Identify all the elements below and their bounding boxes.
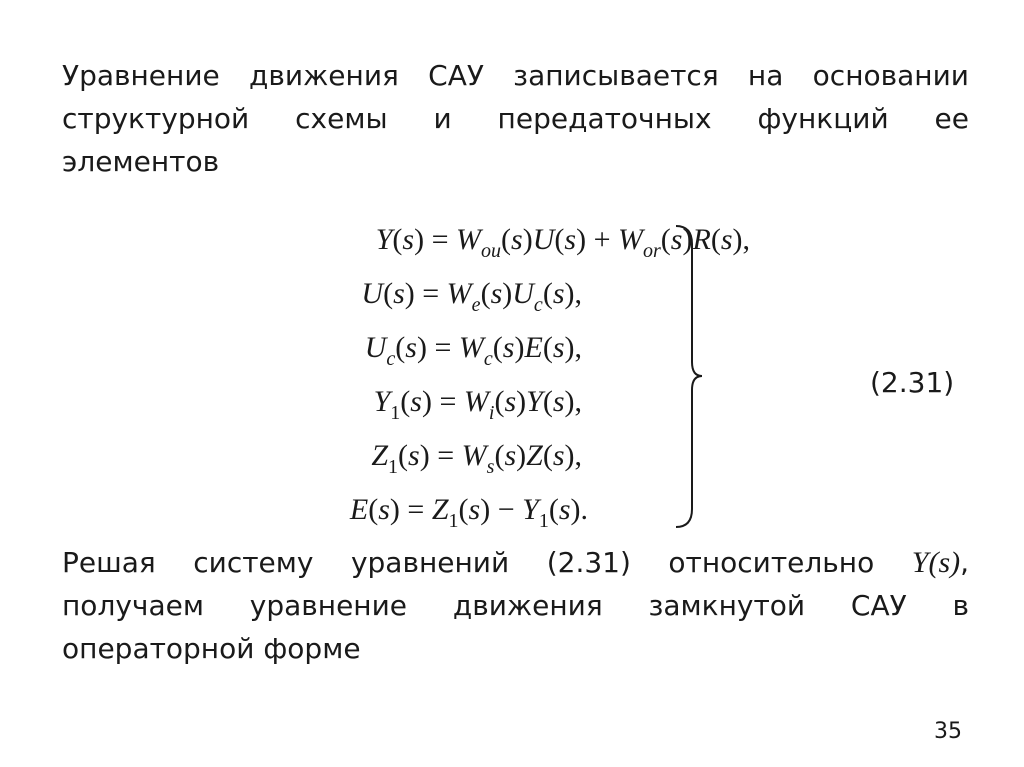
page-number: 35: [934, 719, 962, 744]
intro-line-1: Уравнение движения САУ записывается на основании: [62, 59, 969, 92]
right-brace-icon: [672, 224, 712, 529]
equation-1: $Y(s) = W_{ou}(s)U(s) + W_{or}(s)R(s)$,: [375, 223, 750, 262]
intro-paragraph: [62, 54, 969, 183]
intro-line-2: структурной схемы и передаточных функций ее: [62, 102, 969, 135]
intro-line-3: элементов: [62, 145, 220, 178]
conclusion-line-2: получаем уравнение движения замкнутой САУ в: [62, 589, 969, 622]
conclusion-paragraph: [62, 541, 969, 670]
equation-6: $E(s) = Z_1(s) - Y_1(s)$.: [349, 493, 588, 532]
conclusion-line-3: операторной форме: [62, 632, 361, 665]
conclusion-line-1-comma: ,: [960, 546, 970, 579]
equation-3: $U_c(s) = W_c(s)E(s)$,: [364, 331, 582, 370]
equation-5: $Z_1(s) = W_s(s)Z(s)$,: [371, 439, 582, 478]
inline-math-y-of-s: Y(s): [911, 546, 961, 579]
conclusion-line-1-text: Решая систему уравнений (2.31) относительно: [62, 546, 875, 579]
equation-2: $U(s) = W_e(s)U_c(s)$,: [361, 277, 582, 316]
conclusion-line-1: [62, 541, 969, 584]
equation-system: [150, 217, 750, 537]
equation-4: $Y_1(s) = W_i(s)Y(s)$,: [373, 385, 582, 424]
equation-number: (2.31): [870, 366, 955, 399]
